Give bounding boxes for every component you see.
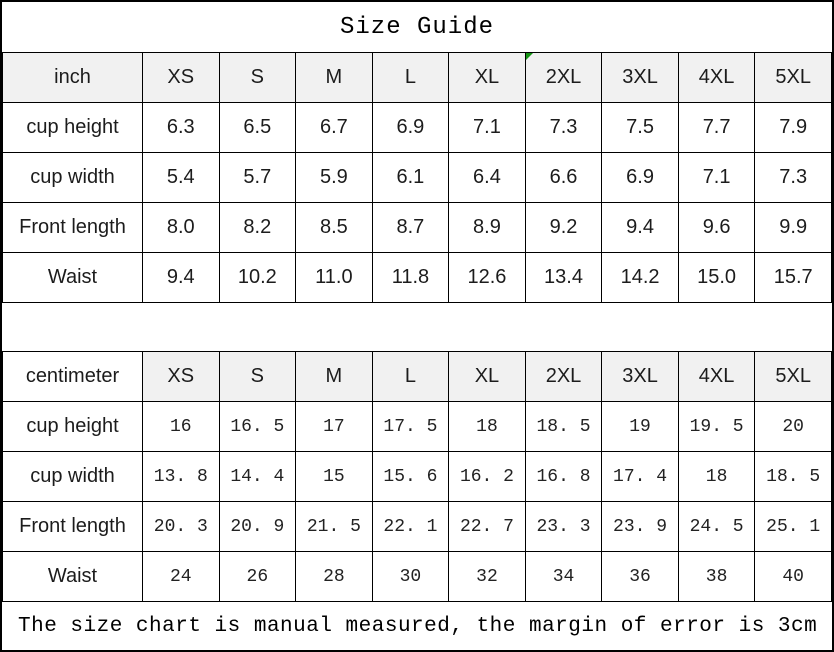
value-cell: 17. 4 xyxy=(602,452,679,502)
table-spacer xyxy=(2,303,832,351)
value-cell: 28 xyxy=(296,552,373,602)
row-label-cell: Waist xyxy=(3,253,143,303)
value-cell: 24 xyxy=(143,552,220,602)
unit-header-cell: centimeter xyxy=(3,352,143,402)
value-cell: 20. 3 xyxy=(143,502,220,552)
value-cell: 16. 2 xyxy=(449,452,526,502)
row-label-cell: Waist xyxy=(3,552,143,602)
value-cell: 8.0 xyxy=(143,203,220,253)
row-label-cell: cup width xyxy=(3,153,143,203)
value-cell: 17. 5 xyxy=(372,402,449,452)
value-cell: 6.7 xyxy=(296,103,373,153)
value-cell: 20. 9 xyxy=(219,502,296,552)
value-cell: 16. 5 xyxy=(219,402,296,452)
value-cell: 7.7 xyxy=(678,103,755,153)
value-cell: 8.9 xyxy=(449,203,526,253)
size-header-cell: S xyxy=(219,352,296,402)
value-cell: 11.0 xyxy=(296,253,373,303)
size-header-cell: 5XL xyxy=(755,352,832,402)
value-cell: 14.2 xyxy=(602,253,679,303)
footer-note-bar xyxy=(2,602,832,650)
value-cell: 8.2 xyxy=(219,203,296,253)
value-cell: 6.3 xyxy=(143,103,220,153)
size-header-cell: S xyxy=(219,53,296,103)
size-header-cell: 4XL xyxy=(678,53,755,103)
value-cell: 15.7 xyxy=(755,253,832,303)
size-table-inch xyxy=(2,52,832,303)
value-cell: 25. 1 xyxy=(755,502,832,552)
size-header-cell: L xyxy=(372,53,449,103)
table-row xyxy=(3,253,832,303)
value-cell: 23. 3 xyxy=(525,502,602,552)
table-row xyxy=(3,103,832,153)
value-cell: 16 xyxy=(143,402,220,452)
green-corner-marker-icon xyxy=(526,53,533,60)
value-cell: 11.8 xyxy=(372,253,449,303)
header-row xyxy=(3,352,832,402)
size-table-centimeter xyxy=(2,351,832,602)
table-row xyxy=(3,402,832,452)
value-cell: 18 xyxy=(678,452,755,502)
value-cell: 9.9 xyxy=(755,203,832,253)
table-row xyxy=(3,203,832,253)
value-cell: 22. 1 xyxy=(372,502,449,552)
value-cell: 32 xyxy=(449,552,526,602)
value-cell: 7.9 xyxy=(755,103,832,153)
table-row xyxy=(3,502,832,552)
unit-header-cell: inch xyxy=(3,53,143,103)
value-cell: 9.2 xyxy=(525,203,602,253)
value-cell: 26 xyxy=(219,552,296,602)
value-cell: 7.1 xyxy=(449,103,526,153)
value-cell: 6.4 xyxy=(449,153,526,203)
value-cell: 36 xyxy=(602,552,679,602)
size-header-cell: M xyxy=(296,53,373,103)
size-header-cell: XL xyxy=(449,53,526,103)
size-header-cell: XS xyxy=(143,352,220,402)
value-cell: 16. 8 xyxy=(525,452,602,502)
value-cell: 40 xyxy=(755,552,832,602)
value-cell: 22. 7 xyxy=(449,502,526,552)
title-bar xyxy=(2,2,832,52)
table-row xyxy=(3,552,832,602)
value-cell: 6.1 xyxy=(372,153,449,203)
value-cell: 7.1 xyxy=(678,153,755,203)
value-cell: 8.5 xyxy=(296,203,373,253)
value-cell: 21. 5 xyxy=(296,502,373,552)
size-header-cell: XL xyxy=(449,352,526,402)
size-header-cell: 3XL xyxy=(602,53,679,103)
value-cell: 18 xyxy=(449,402,526,452)
value-cell: 20 xyxy=(755,402,832,452)
value-cell: 6.6 xyxy=(525,153,602,203)
value-cell: 7.5 xyxy=(602,103,679,153)
value-cell: 18. 5 xyxy=(755,452,832,502)
value-cell: 6.9 xyxy=(602,153,679,203)
size-header-cell: 2XL xyxy=(525,352,602,402)
value-cell: 13.4 xyxy=(525,253,602,303)
measurement-disclaimer: The size chart is manual measured, the margin of error is 3cm xyxy=(18,614,818,638)
value-cell: 15 xyxy=(296,452,373,502)
row-label-cell: cup height xyxy=(3,402,143,452)
value-cell: 30 xyxy=(372,552,449,602)
value-cell: 34 xyxy=(525,552,602,602)
table-row xyxy=(3,452,832,502)
row-label-cell: cup width xyxy=(3,452,143,502)
value-cell: 7.3 xyxy=(755,153,832,203)
header-row xyxy=(3,53,832,103)
value-cell: 17 xyxy=(296,402,373,452)
value-cell: 15. 6 xyxy=(372,452,449,502)
size-header-cell: 3XL xyxy=(602,352,679,402)
row-label-cell: Front length xyxy=(3,203,143,253)
value-cell: 19 xyxy=(602,402,679,452)
value-cell: 5.7 xyxy=(219,153,296,203)
value-cell: 13. 8 xyxy=(143,452,220,502)
value-cell: 5.4 xyxy=(143,153,220,203)
value-cell: 6.5 xyxy=(219,103,296,153)
value-cell: 10.2 xyxy=(219,253,296,303)
value-cell: 9.4 xyxy=(602,203,679,253)
size-header-cell: XS xyxy=(143,53,220,103)
value-cell: 5.9 xyxy=(296,153,373,203)
value-cell: 6.9 xyxy=(372,103,449,153)
value-cell: 7.3 xyxy=(525,103,602,153)
value-cell: 12.6 xyxy=(449,253,526,303)
page-title: Size Guide xyxy=(339,13,495,41)
value-cell: 38 xyxy=(678,552,755,602)
value-cell: 18. 5 xyxy=(525,402,602,452)
value-cell: 24. 5 xyxy=(678,502,755,552)
size-header-cell: M xyxy=(296,352,373,402)
size-header-cell: L xyxy=(372,352,449,402)
value-cell: 9.6 xyxy=(678,203,755,253)
size-header-cell: 4XL xyxy=(678,352,755,402)
size-header-cell: 2XL xyxy=(525,53,602,103)
value-cell: 8.7 xyxy=(372,203,449,253)
value-cell: 15.0 xyxy=(678,253,755,303)
value-cell: 19. 5 xyxy=(678,402,755,452)
value-cell: 9.4 xyxy=(143,253,220,303)
row-label-cell: cup height xyxy=(3,103,143,153)
value-cell: 14. 4 xyxy=(219,452,296,502)
table-row xyxy=(3,153,832,203)
size-header-cell: 5XL xyxy=(755,53,832,103)
value-cell: 23. 9 xyxy=(602,502,679,552)
row-label-cell: Front length xyxy=(3,502,143,552)
